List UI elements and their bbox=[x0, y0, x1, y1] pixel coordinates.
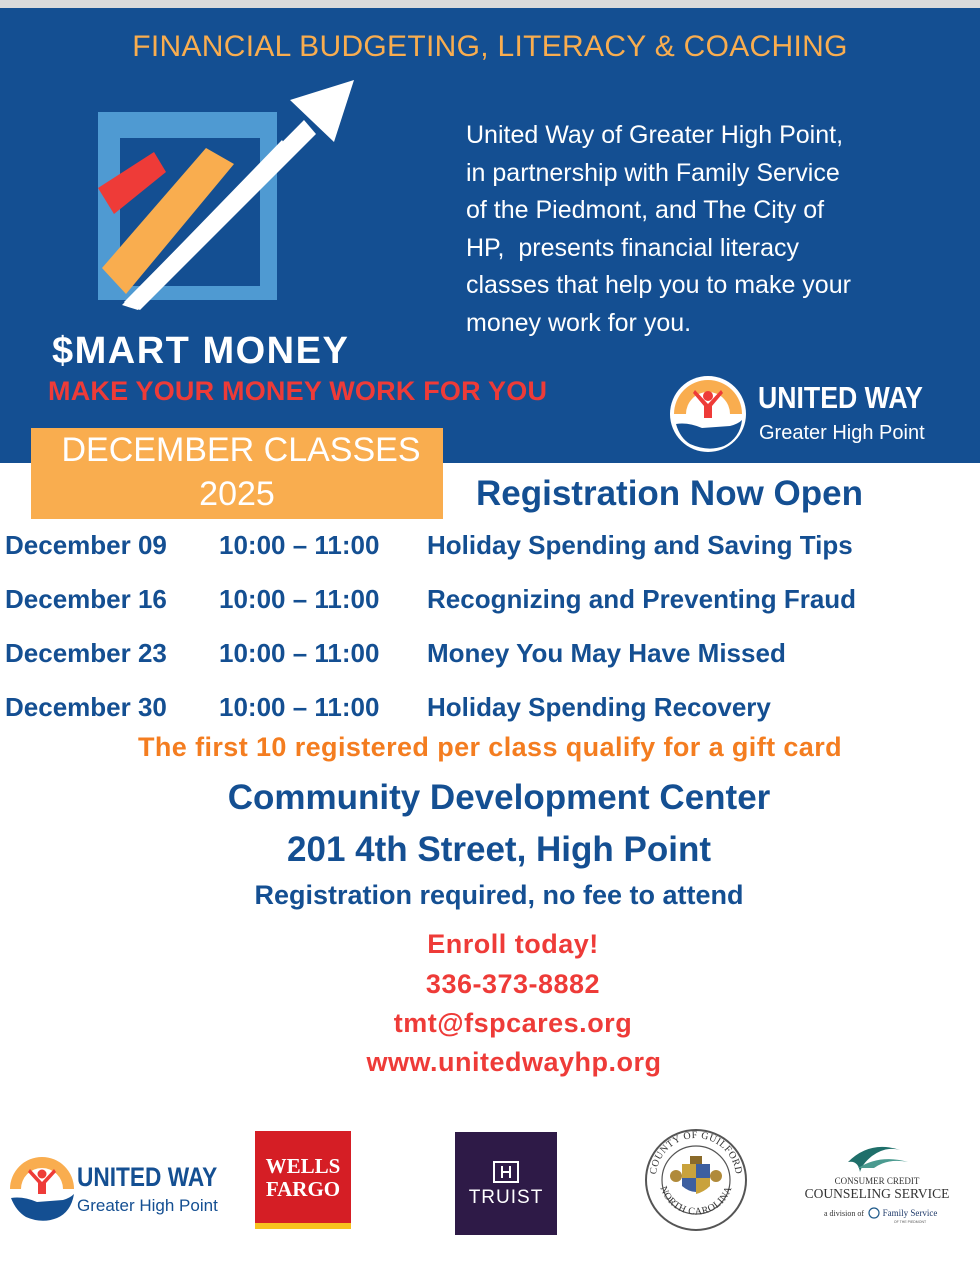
contact-email[interactable]: tmt@fspcares.org bbox=[393, 1008, 633, 1038]
class-topic: Recognizing and Preventing Fraud bbox=[427, 584, 857, 614]
class-topic: Holiday Spending Recovery bbox=[427, 692, 771, 722]
class-date: December 09 bbox=[5, 530, 167, 560]
schedule-row bbox=[0, 584, 980, 624]
class-date: December 30 bbox=[5, 692, 167, 722]
contact-website[interactable]: www.unitedwayhp.org bbox=[366, 1047, 662, 1077]
venue-address: 201 4th Street, High Point bbox=[287, 830, 711, 869]
class-topic: Money You May Have Missed bbox=[427, 638, 786, 668]
cccs-line2: COUNSELING SERVICE bbox=[804, 1186, 950, 1201]
class-date: December 23 bbox=[5, 638, 167, 668]
program-name: $MART MONEY bbox=[52, 330, 350, 372]
class-topic: Holiday Spending and Saving Tips bbox=[427, 530, 853, 560]
cccs-line1: CONSUMER CREDIT bbox=[834, 1176, 920, 1186]
top-border bbox=[0, 0, 980, 8]
united-way-name: UNITED WAY bbox=[758, 380, 923, 415]
contact-phone[interactable]: 336-373-8882 bbox=[425, 969, 601, 999]
sponsor-wells-fargo bbox=[255, 1131, 351, 1229]
cccs-division: a division of bbox=[824, 1209, 864, 1218]
classes-banner bbox=[31, 428, 443, 519]
program-tagline: MAKE YOUR MONEY WORK FOR YOU bbox=[48, 376, 548, 406]
class-time: 10:00 – 11:00 bbox=[219, 584, 380, 614]
truist-mark-icon bbox=[493, 1161, 519, 1183]
sponsor-united-way bbox=[7, 1156, 227, 1226]
venue-name: Community Development Center bbox=[227, 778, 771, 817]
gift-card-note: The first 10 registered per class qualify for a gift card bbox=[137, 732, 843, 762]
enroll-call-to-action: Enroll today! bbox=[427, 929, 599, 959]
registration-status: Registration Now Open bbox=[476, 474, 863, 513]
truist-name: TRUIST bbox=[468, 1187, 544, 1208]
sponsor-truist bbox=[455, 1132, 557, 1235]
sponsor-united-way-name: UNITED WAY bbox=[77, 1162, 218, 1192]
united-way-subtitle: Greater High Point bbox=[759, 422, 925, 444]
cccs-logo-icon bbox=[800, 1138, 955, 1228]
class-time: 10:00 – 11:00 bbox=[219, 638, 380, 668]
class-time: 10:00 – 11:00 bbox=[219, 530, 380, 560]
intro-line: classes that help you to make your bbox=[466, 271, 851, 299]
classes-banner-month: DECEMBER CLASSES bbox=[61, 431, 421, 469]
sponsor-united-way-subtitle: Greater High Point bbox=[77, 1196, 218, 1215]
flyer-title: FINANCIAL BUDGETING, LITERACY & COACHING bbox=[132, 30, 848, 63]
registration-note: Registration required, no fee to attend bbox=[254, 880, 744, 910]
class-date: December 16 bbox=[5, 584, 167, 614]
seal-top-text: COUNTY OF GUILFORD bbox=[648, 1129, 744, 1176]
intro-paragraph bbox=[466, 117, 906, 342]
schedule-row bbox=[0, 638, 980, 678]
seal-bottom-text: NORTH CAROLINA bbox=[657, 1184, 735, 1218]
schedule-row bbox=[0, 692, 980, 732]
intro-line: money work for you. bbox=[466, 308, 692, 337]
intro-line: United Way of Greater High Point, bbox=[466, 121, 844, 149]
classes-banner-year: 2025 bbox=[199, 475, 275, 513]
intro-line: in partnership with Family Service bbox=[466, 158, 840, 187]
intro-line: HP, presents financial literacy bbox=[466, 233, 800, 262]
cccs-parent: Family Service bbox=[882, 1208, 938, 1218]
intro-line: of the Piedmont, and The City of bbox=[466, 196, 825, 224]
schedule-row bbox=[0, 530, 980, 570]
guilford-county-seal-icon bbox=[642, 1120, 750, 1238]
cccs-parent-sub: OF THE PIEDMONT bbox=[893, 1220, 927, 1224]
class-time: 10:00 – 11:00 bbox=[219, 692, 380, 722]
growth-arrow-icon bbox=[94, 80, 364, 312]
wells-fargo-line2: FARGO bbox=[265, 1177, 341, 1201]
wells-fargo-line1: WELLS bbox=[265, 1154, 341, 1178]
united-way-logo-icon bbox=[7, 1156, 77, 1226]
